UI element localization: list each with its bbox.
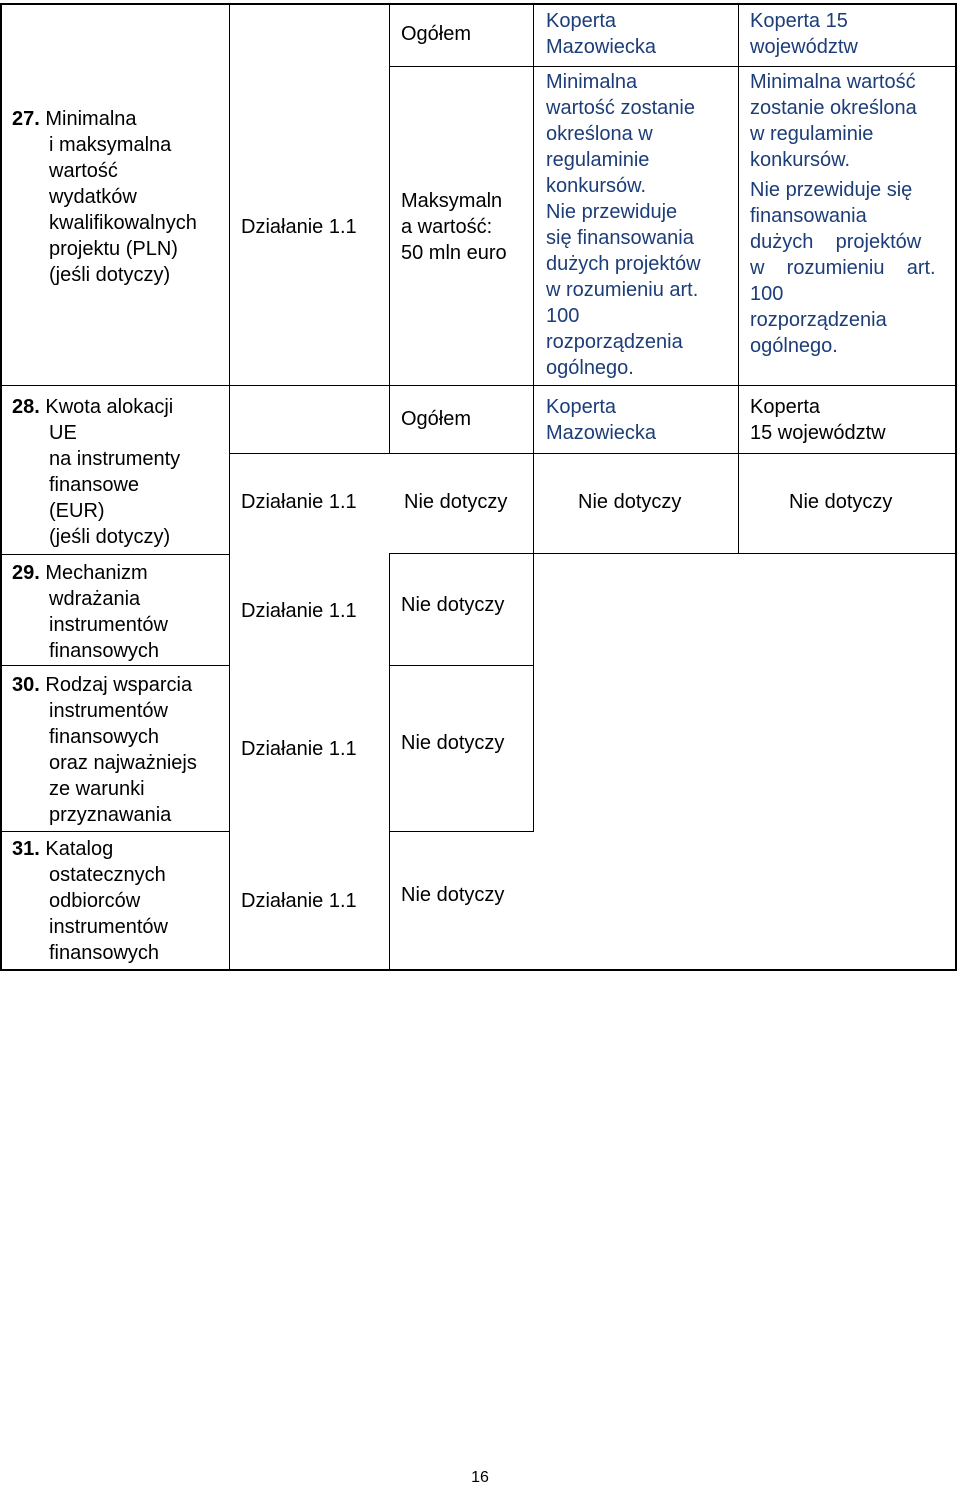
label-line: Minimalna xyxy=(45,108,137,130)
label-line: finansowych xyxy=(49,942,160,964)
label-line: instrumentów xyxy=(49,614,168,636)
value-line: zostanie określona xyxy=(750,97,917,119)
row-28-15-header xyxy=(750,394,886,446)
row-29-label-rest xyxy=(49,586,168,664)
grid-line xyxy=(0,3,957,5)
value-line: określona w xyxy=(546,123,653,145)
value-line: a wartość: xyxy=(401,216,493,238)
value-line: Nie przewiduje xyxy=(546,201,678,223)
label-line: finansowych xyxy=(49,640,160,662)
row-28-mazowiecka-value: Nie dotyczy xyxy=(578,491,682,513)
label-line: oraz najważniejs xyxy=(49,752,197,774)
label-line: wydatków xyxy=(49,186,137,208)
value-line: wartość zostanie xyxy=(546,97,695,119)
grid-line xyxy=(533,385,534,553)
value-line: dużych projektów xyxy=(750,231,922,253)
label-line: (jeśli dotyczy) xyxy=(49,526,171,548)
value-line: 50 mln euro xyxy=(401,242,507,264)
row-30-label xyxy=(12,672,192,698)
grid-line xyxy=(389,385,390,454)
row-27-number: 27. xyxy=(12,108,40,130)
value-line: dużych projektów xyxy=(546,253,701,275)
label-line: ostatecznych xyxy=(49,864,166,886)
grid-line xyxy=(0,3,2,970)
label-line: (jeśli dotyczy) xyxy=(49,264,171,286)
grid-line xyxy=(389,66,956,67)
row-27-15-value xyxy=(750,69,936,359)
row-30-number: 30. xyxy=(12,674,40,696)
grid-line xyxy=(533,553,957,554)
value-line: konkursów. xyxy=(750,149,851,171)
header-line: Mazowiecka xyxy=(546,36,657,58)
label-line: projektu (PLN) xyxy=(49,238,178,260)
label-line: instrumentów xyxy=(49,700,168,722)
label-line: i maksymalna xyxy=(49,134,172,156)
row-31-label-rest xyxy=(49,862,168,966)
grid-line xyxy=(229,3,230,970)
row-27-mazowiecka-header xyxy=(546,8,656,60)
label-line: kwalifikowalnych xyxy=(49,212,197,234)
row-28-mazowiecka-header xyxy=(546,394,656,446)
grid-line xyxy=(0,665,230,666)
grid-line xyxy=(738,385,739,553)
grid-line xyxy=(389,553,390,970)
header-line: Koperta xyxy=(546,10,617,32)
row-28-label-rest xyxy=(49,420,180,550)
grid-line xyxy=(230,453,957,454)
label-line: Rodzaj wsparcia xyxy=(45,674,193,696)
value-line: Nie przewiduje się xyxy=(750,179,913,201)
row-31-value: Nie dotyczy xyxy=(401,884,505,906)
value-line: 100 xyxy=(546,305,580,327)
value-line: w rozumieniu art. xyxy=(750,257,936,279)
grid-line xyxy=(738,3,739,385)
grid-line xyxy=(533,3,534,385)
row-31-label xyxy=(12,836,113,862)
row-29-action: Działanie 1.1 xyxy=(241,600,357,622)
row-28-scope-header: Ogółem xyxy=(401,408,472,430)
grid-line xyxy=(0,969,957,971)
row-30-action: Działanie 1.1 xyxy=(241,738,357,760)
row-27-action: Działanie 1.1 xyxy=(241,216,357,238)
row-29-number: 29. xyxy=(12,562,40,584)
page-number: 16 xyxy=(471,1469,489,1486)
value-line: Minimalna wartość xyxy=(750,71,916,93)
row-30-label-rest xyxy=(49,698,197,828)
grid-line xyxy=(230,385,957,386)
grid-line xyxy=(0,554,230,555)
row-28-action: Działanie 1.1 xyxy=(241,491,357,513)
value-line: Maksymaln xyxy=(401,190,503,212)
value-line: konkursów. xyxy=(546,175,647,197)
value-line: w rozumieniu art. xyxy=(546,279,699,301)
grid-line xyxy=(389,553,534,554)
value-line: finansowania xyxy=(750,205,867,227)
grid-line xyxy=(389,831,534,832)
label-line: odbiorców xyxy=(49,890,141,912)
value-line: Minimalna xyxy=(546,71,638,93)
label-line: Katalog xyxy=(45,838,114,860)
grid-line xyxy=(389,3,390,385)
value-line: w regulaminie xyxy=(750,123,874,145)
label-line: finansowe xyxy=(49,474,140,496)
label-line: Kwota alokacji xyxy=(45,396,174,418)
row-28-label xyxy=(12,394,173,420)
label-line: UE xyxy=(49,422,77,444)
row-28-scope-value: Nie dotyczy xyxy=(404,491,508,513)
row-27-15-header xyxy=(750,8,858,60)
label-line: wdrażania xyxy=(49,588,141,610)
row-28-15-value: Nie dotyczy xyxy=(789,491,893,513)
row-29-value: Nie dotyczy xyxy=(401,594,505,616)
grid-line xyxy=(0,385,230,386)
header-line: województw xyxy=(750,36,858,58)
label-line: Mechanizm xyxy=(45,562,148,584)
grid-line xyxy=(533,665,534,832)
grid-line xyxy=(0,831,230,832)
header-line: Mazowiecka xyxy=(546,422,657,444)
value-line: ogólnego. xyxy=(546,357,634,379)
label-line: na instrumenty xyxy=(49,448,181,470)
value-line: rozporządzenia xyxy=(546,331,683,353)
row-27-label-rest xyxy=(49,132,197,288)
grid-line xyxy=(955,3,957,970)
row-30-value: Nie dotyczy xyxy=(401,732,505,754)
row-31-number: 31. xyxy=(12,838,40,860)
header-line: Koperta 15 xyxy=(750,10,848,32)
value-line: się finansowania xyxy=(546,227,694,249)
value-line: rozporządzenia xyxy=(750,309,887,331)
label-line: wartość xyxy=(49,160,118,182)
header-line: 15 województw xyxy=(750,422,886,444)
label-line: (EUR) xyxy=(49,500,105,522)
label-line: ze warunki xyxy=(49,778,145,800)
label-line: przyznawania xyxy=(49,804,172,826)
row-27-scope-header: Ogółem xyxy=(401,23,472,45)
grid-line xyxy=(533,553,534,666)
row-29-label xyxy=(12,560,148,586)
row-27-label xyxy=(12,106,137,132)
row-27-mazowiecka-value xyxy=(546,69,701,381)
header-line: Koperta xyxy=(546,396,617,418)
header-line: Koperta xyxy=(750,396,821,418)
row-31-action: Działanie 1.1 xyxy=(241,890,357,912)
value-line: ogólnego. xyxy=(750,335,838,357)
value-line: 100 xyxy=(750,283,784,305)
grid-line xyxy=(389,665,534,666)
row-27-scope-value xyxy=(401,188,507,266)
label-line: finansowych xyxy=(49,726,160,748)
row-28-number: 28. xyxy=(12,396,40,418)
value-line: regulaminie xyxy=(546,149,650,171)
label-line: instrumentów xyxy=(49,916,168,938)
